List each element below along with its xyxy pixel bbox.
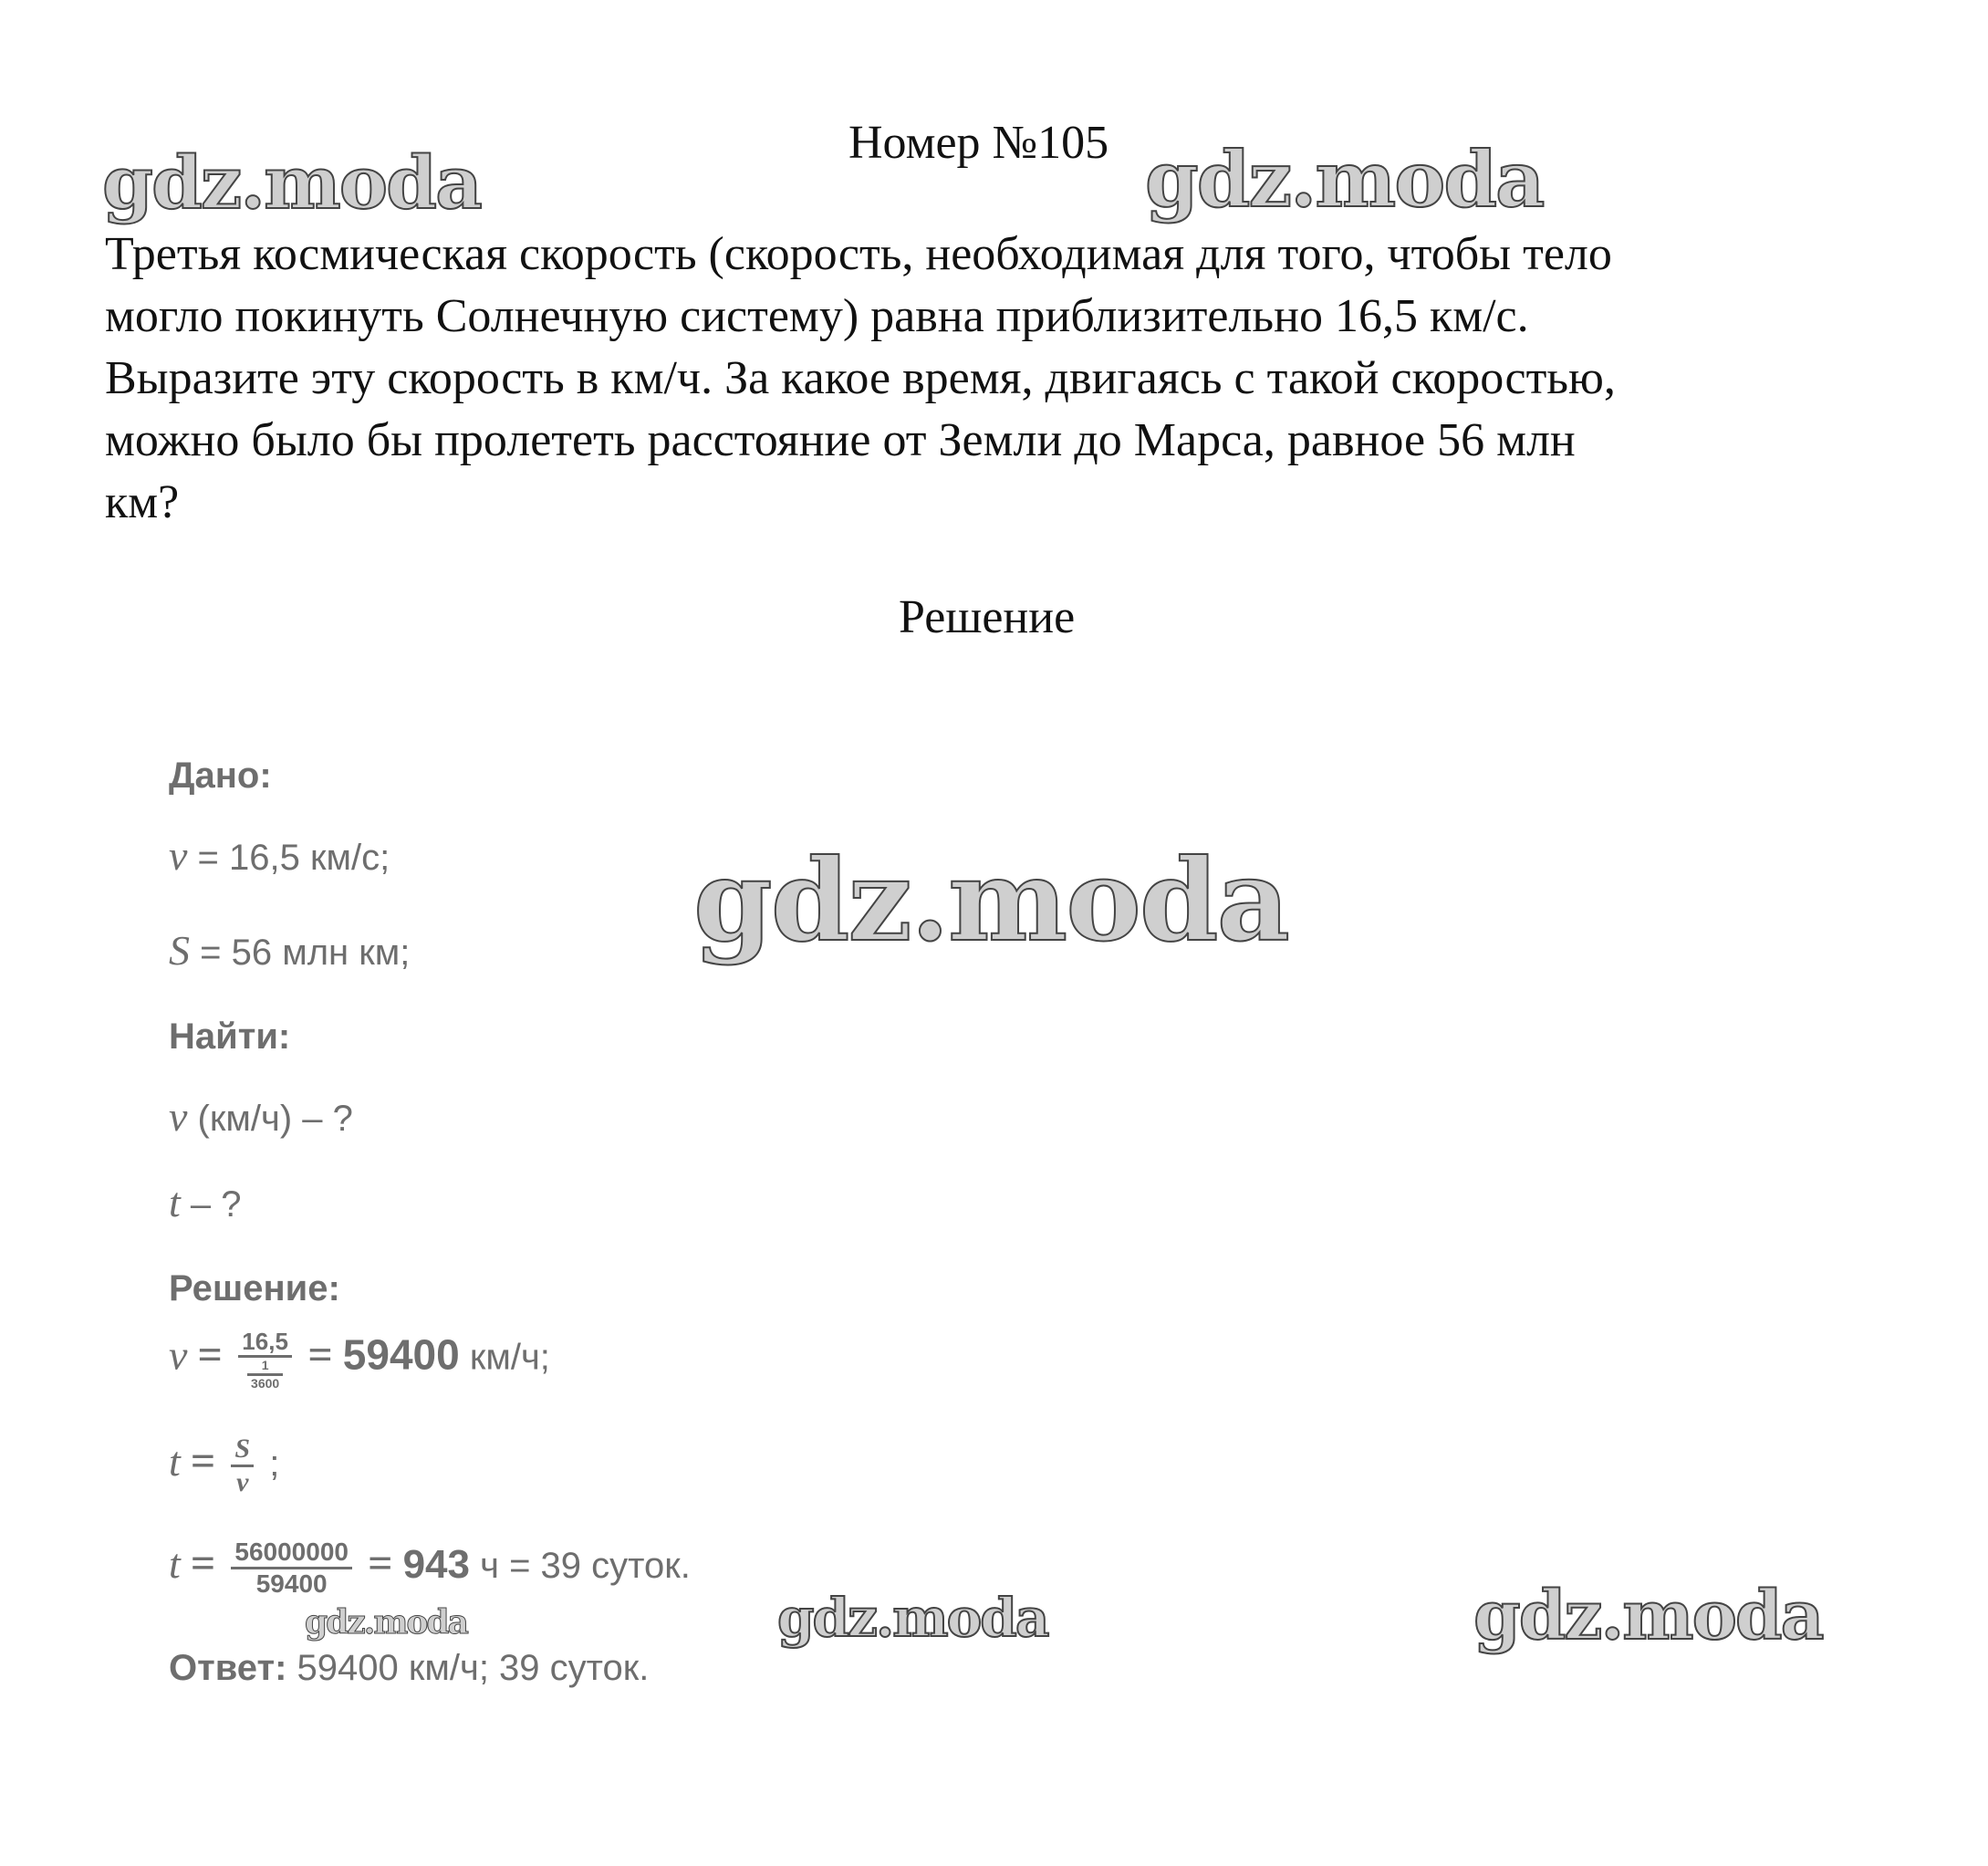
- problem-line: Третья космическая скорость (скорость, необходимая для того, чтобы тело: [105, 228, 1612, 280]
- fraction-denominator: v: [236, 1467, 249, 1497]
- find-velocity: [169, 1095, 353, 1141]
- equals-sign: =: [190, 1539, 216, 1589]
- watermark-logo: gdz.moda: [1473, 1577, 1823, 1655]
- formula-time-result: [169, 1538, 691, 1598]
- problem-line: Выразите эту скорость в км/ч. За какое время, двигаясь с такой скоростью,: [105, 352, 1616, 404]
- page-title: Номер №105: [848, 117, 1109, 169]
- find-velocity-text: (км/ч) – ?: [197, 1099, 353, 1139]
- given-label: Дано:: [169, 756, 272, 796]
- equals-sign: =: [368, 1539, 393, 1589]
- answer-value: 59400 км/ч; 39 суток.: [297, 1648, 650, 1688]
- distance-variable: S: [169, 927, 190, 974]
- answer: [169, 1646, 649, 1690]
- formula-tail: ;: [269, 1444, 280, 1485]
- distance-value: = 56 млн км;: [200, 933, 411, 973]
- formula-time: [169, 1434, 279, 1497]
- inner-fraction-numerator: 1: [247, 1359, 283, 1376]
- watermark-logo: gdz.moda: [693, 835, 1288, 967]
- problem-line: км?: [105, 476, 180, 528]
- problem-line: можно было бы пролететь расстояние от Земли до Марса, равное 56 млн: [105, 414, 1576, 466]
- answer-label: Ответ:: [169, 1648, 287, 1688]
- fraction: [231, 1538, 352, 1598]
- watermark-logo: gdz.moda: [305, 1603, 467, 1642]
- velocity-result-unit: км/ч;: [469, 1337, 550, 1378]
- inner-fraction-denominator: 3600: [251, 1376, 280, 1391]
- formula-velocity: [169, 1329, 550, 1391]
- fraction-numerator: 56000000: [231, 1538, 352, 1569]
- find-time-text: – ?: [190, 1184, 242, 1225]
- fraction: [231, 1434, 254, 1497]
- watermark-logo: gdz.moda: [777, 1587, 1048, 1649]
- watermark-logo: gdz.moda: [1145, 134, 1544, 224]
- velocity-variable: v: [169, 1093, 188, 1140]
- equals-sign: =: [190, 1437, 216, 1486]
- inner-fraction: [247, 1359, 283, 1391]
- time-result: 943: [402, 1542, 470, 1588]
- fraction-numerator: S: [231, 1434, 254, 1467]
- fraction-denominator: 59400: [255, 1569, 328, 1598]
- velocity-variable: v: [169, 832, 188, 879]
- find-time: [169, 1181, 242, 1226]
- velocity-result: 59400: [342, 1330, 460, 1379]
- time-variable: t: [169, 1179, 181, 1225]
- fraction-denominator: [238, 1358, 292, 1391]
- fraction: [238, 1329, 292, 1391]
- problem-line: могло покинуть Солнечную систему) равна приблизительно 16,5 км/с.: [105, 290, 1529, 342]
- fraction-numerator: 16,5: [238, 1329, 292, 1358]
- equals-sign: =: [307, 1330, 333, 1380]
- solution-heading: Решение: [899, 591, 1076, 643]
- velocity-value: = 16,5 км/с;: [197, 838, 390, 878]
- given-velocity: [169, 834, 390, 880]
- time-variable: t: [169, 1540, 181, 1588]
- given-distance: [169, 929, 410, 975]
- time-variable: t: [169, 1438, 181, 1486]
- velocity-variable: v: [169, 1331, 188, 1379]
- problem-statement: [105, 224, 1893, 534]
- time-result-unit: ч = 39 суток.: [480, 1546, 691, 1587]
- watermark-logo: gdz.moda: [102, 140, 481, 225]
- equals-sign: =: [197, 1330, 223, 1380]
- solution-label: Решение:: [169, 1268, 340, 1308]
- find-label: Найти:: [169, 1016, 291, 1057]
